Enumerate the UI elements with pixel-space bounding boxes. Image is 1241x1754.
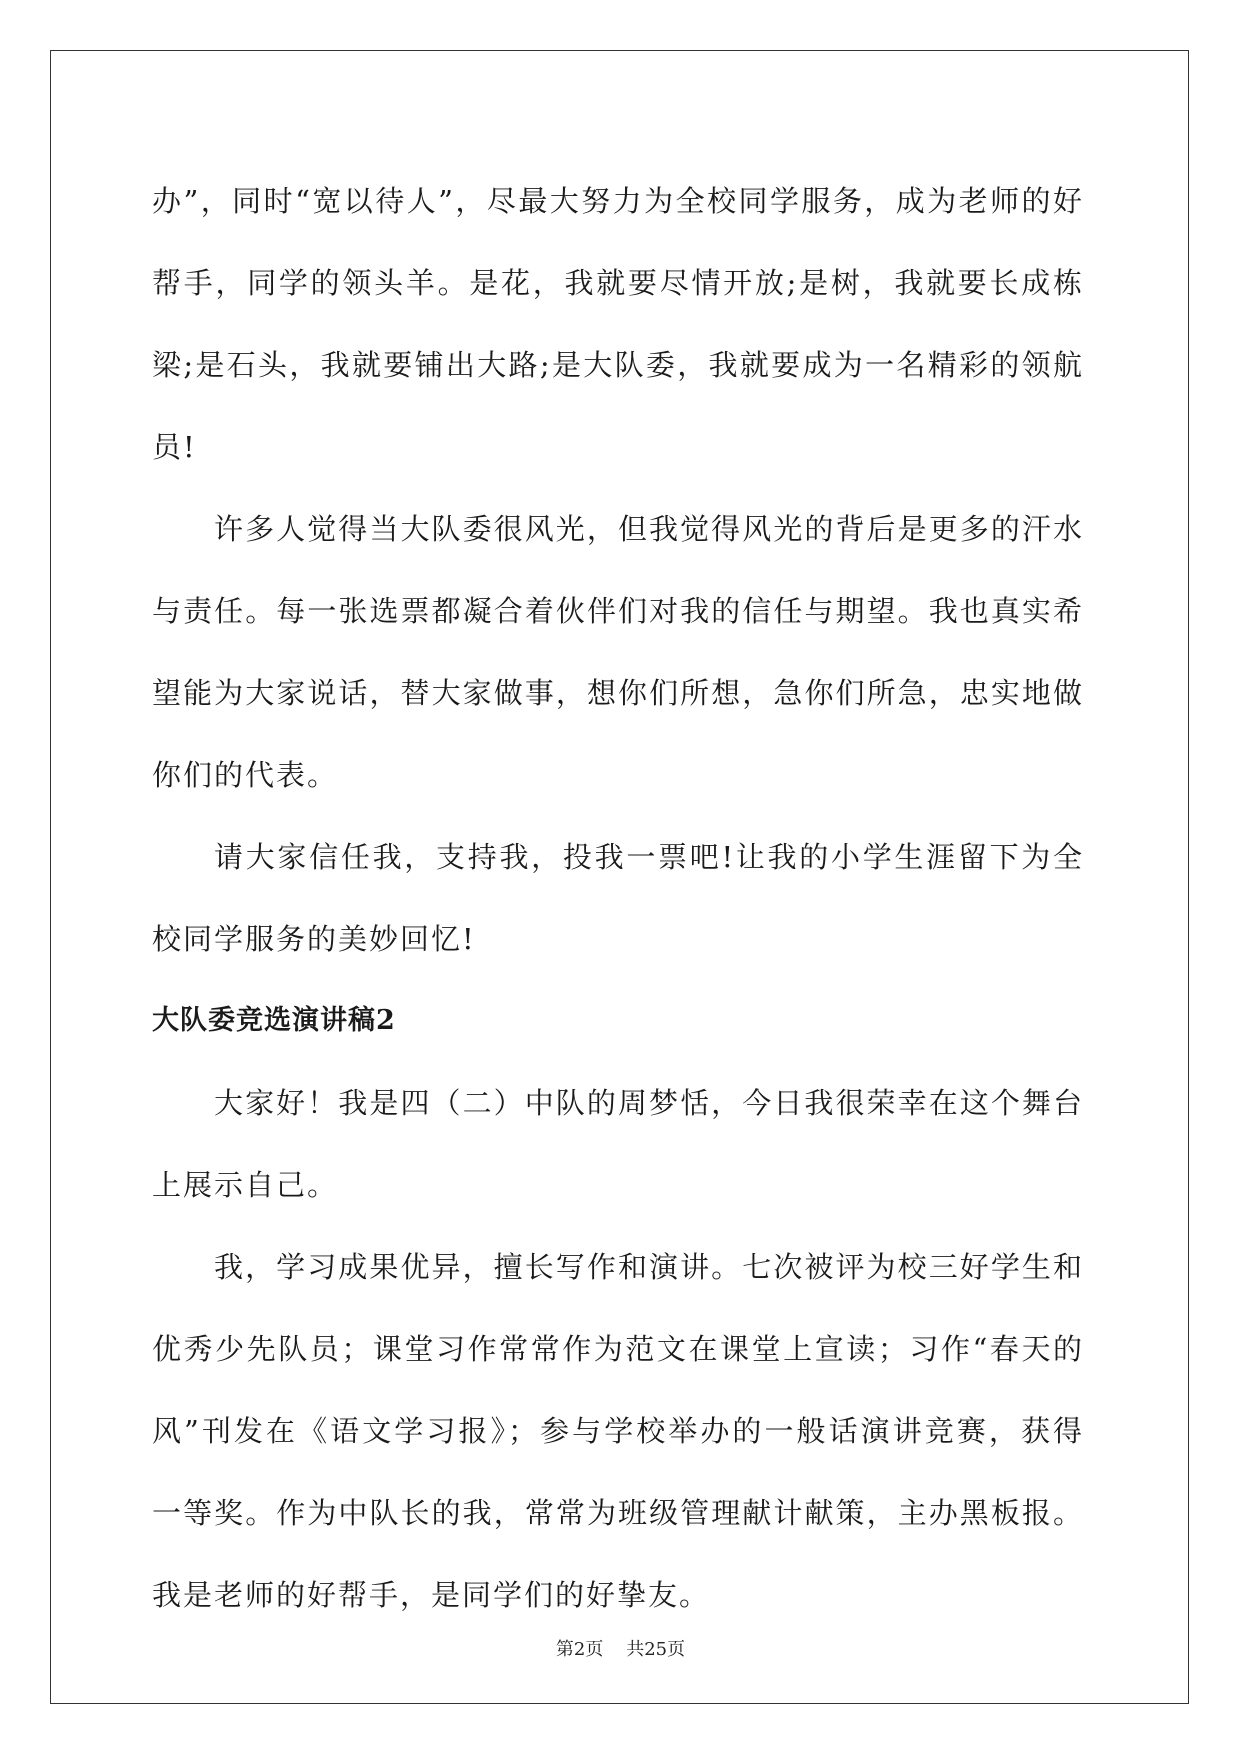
- document-body: [152, 160, 1084, 1636]
- paragraph: 请大家信任我，支持我，投我一票吧!让我的小学生涯留下为全校同学服务的美妙回忆!: [152, 840, 1084, 956]
- paragraph: 大家好！我是四（二）中队的周梦恬，今日我很荣幸在这个舞台上展示自己。: [152, 1086, 1084, 1202]
- paragraph: 许多人觉得当大队委很风光，但我觉得风光的背后是更多的汗水与责任。每一张选票都凝合着伙伴们对我的信任与期望。我也真实希望能为大家说话，替大家做事，想你们所想，急你们所急，忠实地做你们的代表。: [152, 512, 1084, 792]
- paragraph: 办”，同时“宽以待人”，尽最大努力为全校同学服务，成为老师的好帮手，同学的领头羊。是花，我就要尽情开放;是树，我就要长成栋梁;是石头，我就要铺出大路;是大队委，我就要成为一名精彩的领航员!: [152, 184, 1084, 464]
- page-footer: [0, 1638, 1241, 1662]
- page-number: 第2页: [555, 1639, 604, 1660]
- page-total: 共25页: [626, 1639, 686, 1660]
- section-heading: 大队委竞选演讲稿2: [152, 1005, 396, 1036]
- paragraph: 我，学习成果优异，擅长写作和演讲。七次被评为校三好学生和优秀少先队员；课堂习作常常作为范文在课堂上宣读；习作“春天的风”刊发在《语文学习报》；参与学校举办的一般话演讲竞赛，获得一等奖。作为中队长的我，常常为班级管理献计献策，主办黑板报。我是老师的好帮手，是同学们的好挚友。: [152, 1250, 1084, 1612]
